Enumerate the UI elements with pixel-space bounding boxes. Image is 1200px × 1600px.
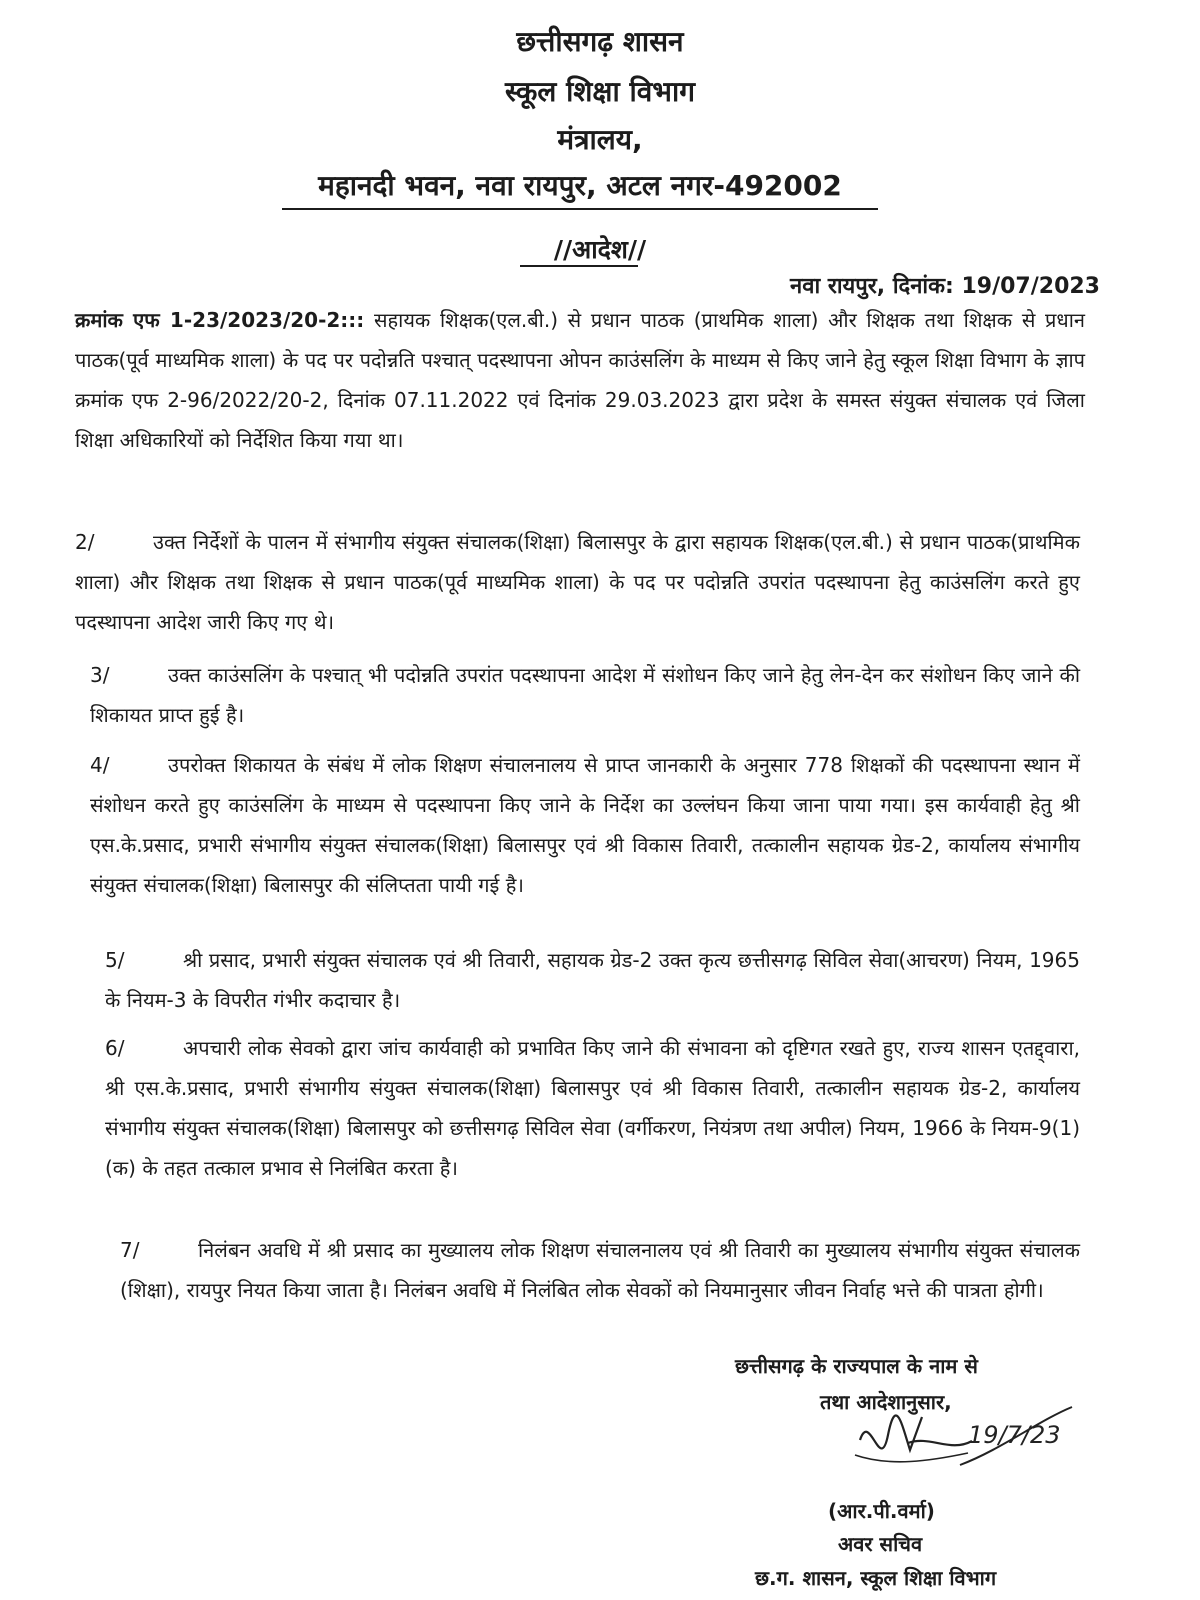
paragraph-number: 5/ [105, 948, 125, 972]
paragraph-7 [120, 1230, 1080, 1310]
paragraph-number: 6/ [105, 1036, 125, 1060]
signature-image [850, 1395, 1080, 1490]
by-order-line: तथा आदेशानुसार, [820, 1390, 952, 1414]
paragraph-number: 3/ [90, 663, 110, 687]
paragraph-number: 4/ [90, 753, 110, 777]
department-heading: स्कूल शिक्षा विभाग [504, 75, 696, 108]
paragraph-4 [90, 745, 1080, 905]
paragraph-5 [105, 940, 1080, 1020]
paragraph-3 [90, 655, 1080, 735]
signatory-department: छ.ग. शासन, स्कूल शिक्षा विभाग [755, 1566, 997, 1590]
governor-line: छत्तीसगढ़ के राज्यपाल के नाम से [735, 1354, 978, 1378]
order-reference: क्रमांक एफ 1-23/2023/20-2::: [75, 308, 365, 332]
paragraph-text: निलंबन अवधि में श्री प्रसाद का मुख्यालय लोक शिक्षण संचालनालय एवं श्री तिवारी का मुख्यालय संभागीय संयुक्त संचालक (शिक्षा), रायपुर नियत किया जाता है। निलंबन अवधि में निलंबित लोक सेवकों को नियमानुसार जीवन निर्वाह भत्ते की पात्रता होगी। [120, 1238, 1080, 1302]
paragraph-1 [75, 300, 1085, 460]
paragraph-1-text: सहायक शिक्षक(एल.बी.) से प्रधान पाठक (प्राथमिक शाला) और शिक्षक तथा शिक्षक से प्रधान पाठक(पूर्व माध्यमिक शाला) के पद पर पदोन्नति पश्चात् पदस्थापना ओपन काउंसलिंग के माध्यम से किए जाने हेतु स्कूल शिक्षा विभाग के ज्ञाप क्रमांक एफ 2-96/2022/20-2, दिनांक 07.11.2022 एवं दिनांक 29.03.2023 द्वारा प्रदेश के समस्त संयुक्त संचालक एवं जिला शिक्षा अधिकारियों को निर्देशित किया गया था। [75, 308, 1085, 452]
address-text: महानदी भवन, नवा रायपुर, अटल नगर-492002 [318, 169, 842, 202]
address-block [282, 166, 878, 210]
address-underline [282, 208, 878, 210]
paragraph-6 [105, 1028, 1080, 1188]
paragraph-text: उपरोक्त शिकायत के संबंध में लोक शिक्षण संचालनालय से प्राप्त जानकारी के अनुसार 778 शिक्षकों की पदस्थापना स्थान में संशोधन करते हुए काउंसलिंग के माध्यम से पदस्थापना किए जाने के निर्देश का उल्लंघन किया जाना पाया गया। इस कार्यवाही हेतु श्री एस.के.प्रसाद, प्रभारी संभागीय संयुक्त संचालक(शिक्षा) बिलासपुर एवं श्री विकास तिवारी, तत्कालीन सहायक ग्रेड-2, कार्यालय संभागीय संयुक्त संचालक(शिक्षा) बिलासपुर की संलिप्तता पायी गई है। [90, 753, 1080, 897]
signatory-designation: अवर सचिव [838, 1532, 923, 1556]
order-title-underline [520, 265, 638, 267]
paragraph-text: अपचारी लोक सेवको द्वारा जांच कार्यवाही को प्रभावित किए जाने की संभावना को दृष्टिगत रखते हुए, राज्य शासन एतद्द्वारा, श्री एस.के.प्रसाद, प्रभारी संभागीय संयुक्त संचालक(शिक्षा) बिलासपुर एवं श्री विकास तिवारी, तत्कालीन सहायक ग्रेड-2, कार्यालय संभागीय संयुक्त संचालक(शिक्षा) बिलासपुर को छत्तीसगढ़ सिविल सेवा (वर्गीकरण, नियंत्रण तथा अपील) नियम, 1966 के नियम-9(1)(क) के तहत तत्काल प्रभाव से निलंबित करता है। [105, 1036, 1080, 1180]
paragraph-number: 2/ [75, 530, 95, 554]
govt-heading: छत्तीसगढ़ शासन [516, 25, 684, 58]
signature-date: 19/7/23 [968, 1421, 1061, 1449]
date-line: नवा रायपुर, दिनांक: 19/07/2023 [790, 274, 1100, 299]
paragraph-number: 7/ [120, 1238, 140, 1262]
paragraph-text: उक्त काउंसलिंग के पश्चात् भी पदोन्नति उपरांत पदस्थापना आदेश में संशोधन किए जाने हेतु लेन-देन कर संशोधन किए जाने की शिकायत प्राप्त हुई है। [90, 663, 1080, 727]
signatory-name: (आर.पी.वर्मा) [828, 1499, 935, 1523]
paragraph-2 [75, 522, 1080, 642]
paragraph-text: उक्त निर्देशों के पालन में संभागीय संयुक्त संचालक(शिक्षा) बिलासपुर के द्वारा सहायक शिक्षक(एल.बी.) से प्रधान पाठक(प्राथमिक शाला) और शिक्षक तथा शिक्षक से प्रधान पाठक(पूर्व माध्यमिक शाला) के पद पर पदोन्नति उपरांत पदस्थापना हेतु काउंसलिंग करते हुए पदस्थापना आदेश जारी किए गए थे। [75, 530, 1080, 634]
order-title: //आदेश// [553, 235, 647, 264]
paragraph-text: श्री प्रसाद, प्रभारी संयुक्त संचालक एवं श्री तिवारी, सहायक ग्रेड-2 उक्त कृत्य छत्तीसगढ़ सिविल सेवा(आचरण) नियम, 1965 के नियम-3 के विपरीत गंभीर कदाचार है। [105, 948, 1080, 1012]
ministry-heading: मंत्रालय, [557, 123, 643, 156]
